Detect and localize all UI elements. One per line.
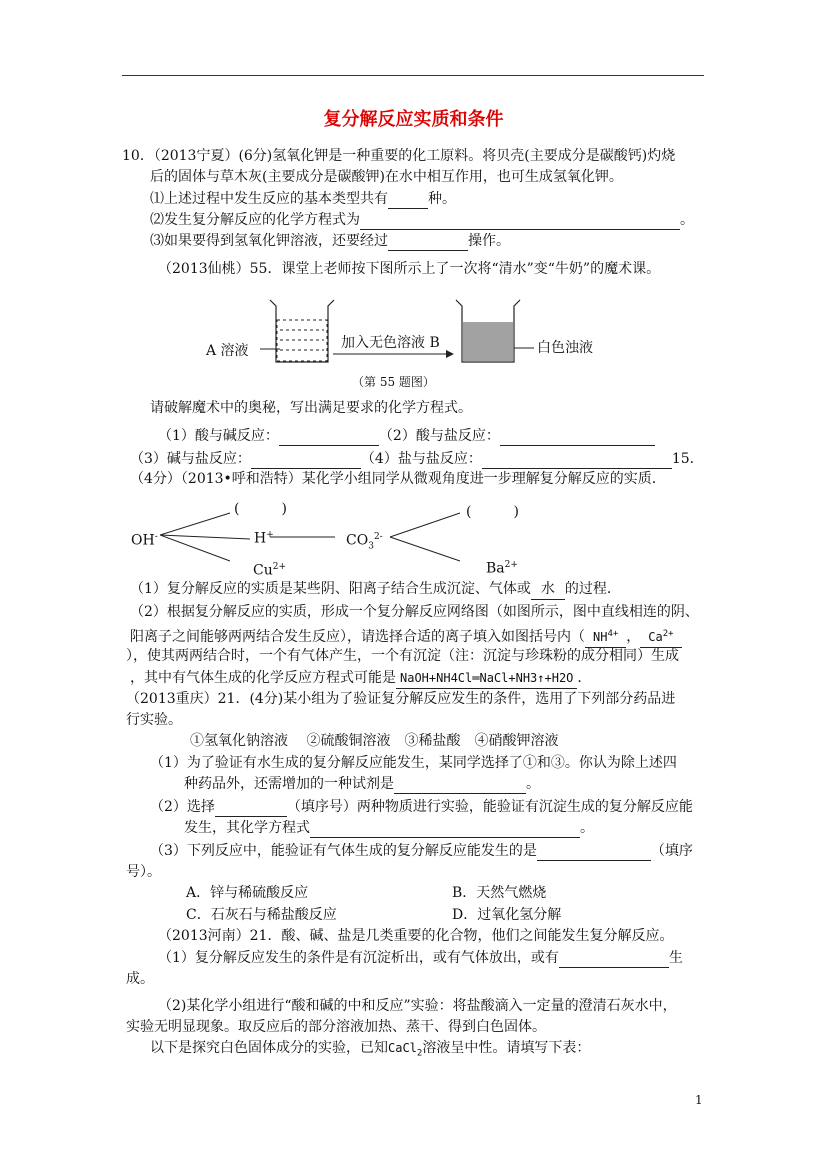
q15-p1b: 的过程． [564,581,621,597]
answer-blank[interactable] [559,951,669,968]
q55-row1 [158,426,655,446]
option-d: D．过氧化氢分解 [452,907,562,923]
ion-oh-text: OH [131,532,155,549]
q10-part2-text: ⑵发生复分解反应的化学方程式为 [150,212,360,228]
answer-blank[interactable] [482,452,672,469]
q21cq-p2b: （填序号）两种物质进行实验，能验证有沉淀生成的复分解反应能 [286,799,693,815]
ion-h-text: H [254,530,267,547]
q21hn-p1b: 生 [668,950,683,966]
q15-p1a: （1）复分解反应的实质是某些阴、阳离子结合生成沉淀、气体或 [130,581,531,597]
answer-blank[interactable] [388,192,428,209]
q10-head: 10．（2013宁夏）(6分)氢氧化钾是一种重要的化工原料。将贝壳(主要成分是碳酸钙)灼烧 [122,148,676,164]
q10-part3-text: ⑶如果要得到氢氧化钾溶液，还要经过 [150,233,388,249]
q55-r2a: （3）碱与盐反应： [130,451,251,467]
q21cq-p2d: 。 [580,820,594,836]
q10-part2 [150,210,694,230]
q55-row2 [130,449,704,469]
q21cq-p2c [184,818,594,838]
q10-part3 [150,231,510,251]
q55-r2b: （4）盐与盐反应： [360,451,482,467]
q10-head2: 后的固体与草木灰(主要成分是碳酸钾)在水中相互作用，也可生成氢氧化钾。 [150,169,623,185]
ion-blank-top-right[interactable]: ( ) [466,504,519,520]
q21cq-p1b-text: 种药品外，还需增加的一种试剂是 [184,776,394,792]
q21cq-p3 [150,841,693,861]
answer-blank[interactable] [388,234,468,251]
q15-answer-equation: NaOH+NH4Cl═NaCl+NH3↑+H2O [396,668,577,689]
q15-head: （4分）（2013•呼和浩特）某化学小组同学从微观角度进一步理解复分解反应的实质． [130,471,666,487]
q21cq-head2: 行实验。 [126,712,182,728]
ion-oh: OH- [131,532,158,549]
fig-caption: （第 55 题图） [352,375,435,389]
q15-p3a: 阳离子之间能够两两结合发生反应），请选择合适的离子填入如图括号内（ [130,629,585,645]
q10-part3-suffix: 操作。 [468,233,510,249]
q15-answer-nh4-text: NH [593,630,608,644]
q10-part1 [150,189,456,209]
q15-part1 [130,579,621,600]
beaker-right-precipitate [463,322,513,361]
q15-p5a: ，其中有气体生成的化学反应方程式可能是 [130,670,396,686]
q55-r1a: （1）酸与碱反应： [158,428,279,444]
beaker-figure [200,292,620,372]
ion-cu-text: Cu [253,562,273,579]
ion-ba: $Ba^{2+}$ [486,560,518,577]
q15-answer-ca-text: Ca [648,630,663,644]
answer-blank[interactable] [500,429,655,446]
q21hn-p4a: 以下是探究白色固体成分的实验，已知 [150,1040,388,1056]
page-number: 1 [695,1093,703,1107]
beaker-left-solution [277,320,327,361]
ion-co3-text: CO [346,532,369,549]
answer-blank[interactable] [360,213,680,230]
q21hn-p2: （2)某化学小组进行“酸和碱的中和反应”实验：将盐酸滴入一定量的澄清石灰水中， [158,998,677,1014]
option-c: C．石灰石与稀盐酸反应 [186,907,337,923]
ion-h: H+ [254,530,274,547]
q15-part2: （2）根据复分解反应的实质，形成一个复分解反应网络图（如图所示，图中直线相连的阴、 [130,604,699,620]
q55-r1b: （2）酸与盐反应： [378,428,500,444]
answer-blank[interactable] [279,429,379,446]
q10-part1-text: ⑴上述过程中发生反应的基本类型共有 [150,191,388,207]
q15-part4: ），使其两两结合时，一个有气体产生，一个有沉淀（注：沉淀与珍珠粉的成分相同）生成 [126,648,679,664]
fig-arrow-label: 加入无色溶液 B [341,335,440,351]
q21cq-p2c-text: 发生，其化学方程式 [184,820,310,836]
answer-blank[interactable] [251,452,361,469]
q21cq-p3b: （填序 [650,843,693,859]
q15-p5b: ． [577,670,592,686]
q21hn-p3: 实验无明显现象。取反应后的部分溶液加热、蒸干、得到白色固体。 [126,1019,546,1035]
q15-answer-water: 水 [531,579,565,600]
ion-blank-top-left[interactable]: ( ) [234,501,287,517]
q15-part3 [130,624,682,648]
q15-answer-nh4: $NH^{4+}$ [585,624,626,648]
answer-blank[interactable] [215,800,287,817]
q21hn-p1c: 成。 [126,971,154,987]
q21hn-p4c: 溶液呈中性。请填写下表： [422,1040,591,1056]
q21hn-p1a: （1）复分解反应发生的条件是有沉淀析出，或有气体放出，或有 [158,950,559,966]
q55-r2c: 15． [671,451,704,467]
beaker-left [270,300,334,362]
q21cq-p1b [184,774,540,794]
q21cq-p3a: （3）下列反应中，能验证有气体生成的复分解反应能发生的是 [150,843,537,859]
q21cq-p2 [150,797,693,817]
q21cq-reagents: ①氢氧化钠溶液 ②硫酸铜溶液 ③稀盐酸 ④硝酸钾溶液 [190,733,559,749]
q10-part1-suffix: 种。 [428,191,456,207]
ion-cu: $Cu^{2+}$ [253,562,287,579]
ion-co3: $CO_3^{2-}$ [346,532,383,552]
ion-ba-text: Ba [486,560,505,577]
q15-answer-ca: $Ca^{2+}$ [640,624,681,648]
answer-blank[interactable] [537,844,651,861]
option-b: B．天然气燃烧 [452,885,547,901]
cacl2-formula: CaCl$_2$ [388,1041,423,1059]
q21cq-p3c: 号）。 [126,864,161,880]
q15-p3mid: ， [626,629,641,645]
page-title: 复分解反应实质和条件 [323,109,504,130]
cacl2-text: CaCl [388,1041,417,1055]
q21cq-head: （2013重庆）21．(4分)某小组为了验证复分解反应发生的条件，选用了下列部分药品进 [126,691,676,707]
q21cq-p1a: （1）为了验证有水生成的复分解反应能发生，某同学选择了①和③。你认为除上述四 [150,755,677,771]
answer-blank[interactable] [394,777,526,794]
q15-part5 [130,668,591,689]
q10-part2-suffix: 。 [680,212,694,228]
q21cq-p1c: 。 [526,776,540,792]
fig-left-label: A 溶液 [206,343,249,359]
fig-right-label: 白色浊液 [537,340,593,356]
q21cq-p2a: （2）选择 [150,799,215,815]
q21hn-head: （2013河南）21．酸、碱、盐是几类重要的化合物，他们之间能发生复分解反应。 [158,928,674,944]
q21hn-p4 [150,1038,590,1063]
q55-head: （2013仙桃）55．课堂上老师按下图所示上了一次将“清水”变“牛奶”的魔术课。 [158,261,661,277]
header-rule [122,75,704,76]
answer-blank[interactable] [310,821,580,838]
q21hn-p1 [158,948,683,968]
option-a: A．锌与稀硫酸反应 [186,885,309,901]
q55-ask: 请破解魔术中的奥秘，写出满足要求的化学方程式。 [150,400,472,416]
